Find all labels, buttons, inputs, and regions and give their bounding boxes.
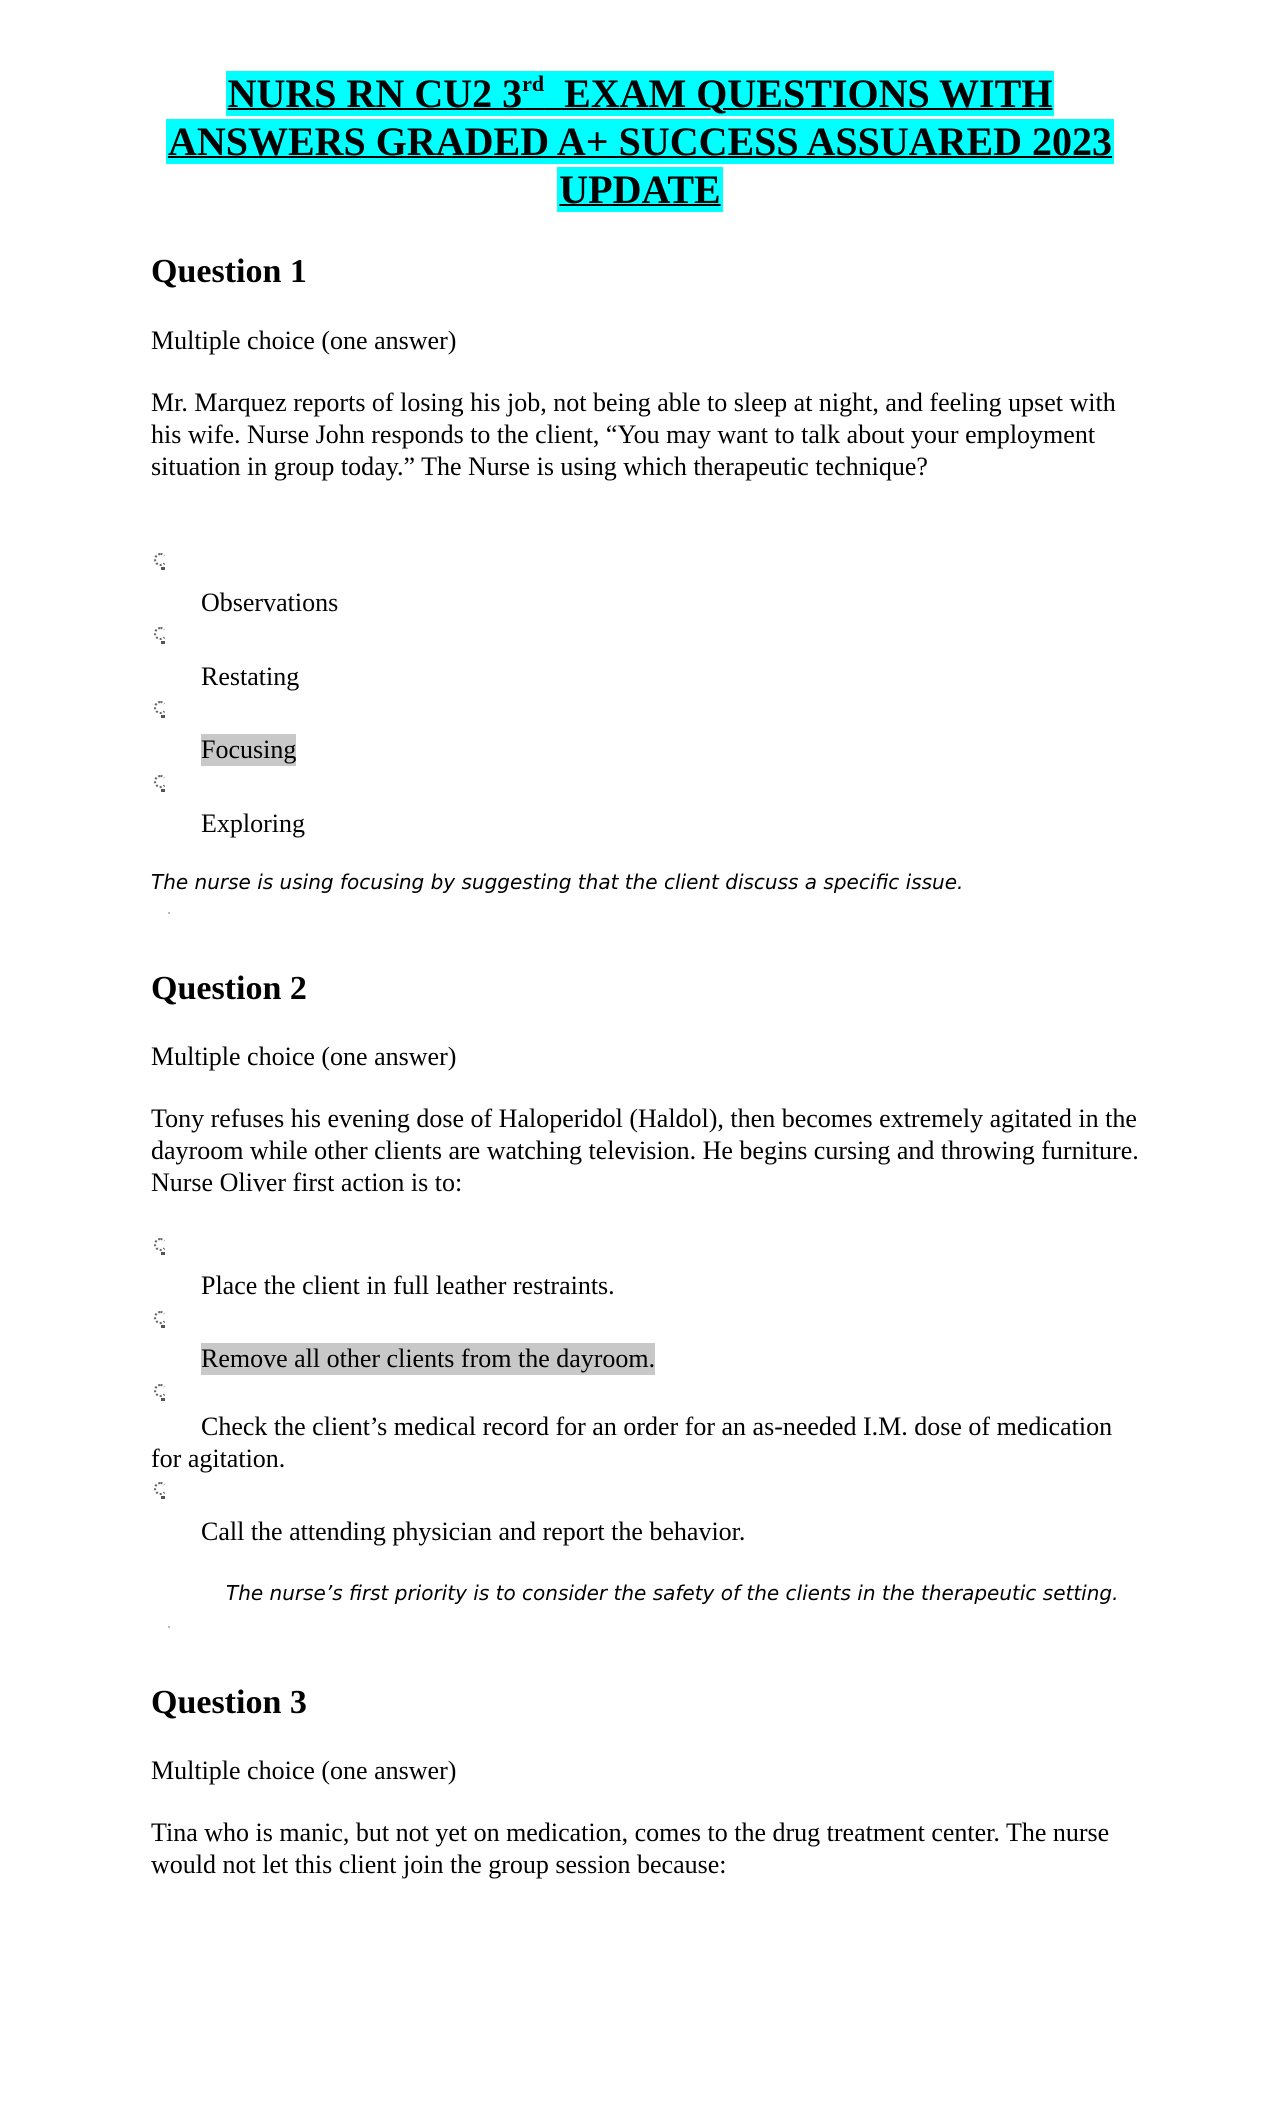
question-1-heading: Question 1: [151, 253, 307, 290]
q2-option-3-radio[interactable]: [154, 1384, 167, 1397]
q2-option-4-radio[interactable]: [154, 1482, 167, 1495]
question-2-stem: Tony refuses his evening dose of Haloperidol (Haldol), then becomes extremely agitated in the dayroom while other clients are watching television. He begins cursing and throwing furniture. Nurse Oliver first action is to:: [151, 1104, 1139, 1197]
question-1-stem: Mr. Marquez reports of losing his job, not being able to sleep at night, and feeling upset with his wife. Nurse John responds to the client, “You may want to talk about your employment situation in group today.” The Nurse is using which therapeutic technique?: [151, 388, 1116, 481]
question-3-heading: Question 3: [151, 1684, 307, 1721]
q1-option-1-label[interactable]: Observations: [201, 588, 339, 617]
question-2-type: Multiple choice (one answer): [151, 1042, 457, 1071]
q1-option-3-radio[interactable]: [154, 701, 167, 714]
question-1-type: Multiple choice (one answer): [151, 326, 457, 355]
title-line-3: UPDATE: [559, 167, 721, 212]
q2-option-2-label-selected[interactable]: Remove all other clients from the dayroom.: [201, 1344, 656, 1373]
q2-option-1-radio[interactable]: [154, 1238, 167, 1251]
q1-option-2-radio[interactable]: [154, 627, 167, 640]
question-3-type: Multiple choice (one answer): [151, 1756, 457, 1785]
q1-option-4-label[interactable]: Exploring: [201, 809, 305, 838]
q2-option-3-label[interactable]: Check the client’s medical record for an order for an as-needed I.M. dose of medication for agitation.: [151, 1412, 1113, 1473]
q1-option-1-radio[interactable]: [154, 553, 167, 566]
q2-option-1-label[interactable]: Place the client in full leather restraints.: [201, 1271, 615, 1300]
separator-dot: [168, 912, 170, 914]
title-line-1: NURS RN CU2 3rd EXAM QUESTIONS WITH: [227, 70, 1053, 116]
q1-option-2-label[interactable]: Restating: [201, 662, 300, 691]
q2-option-2-radio[interactable]: [154, 1311, 167, 1324]
separator-dot: [168, 1626, 170, 1628]
title-line-2: ANSWERS GRADED A+ SUCCESS ASSUARED 2023: [167, 119, 1113, 164]
question-3-stem: Tina who is manic, but not yet on medication, comes to the drug treatment center. The nurse would not let this client join the group session because:: [151, 1818, 1110, 1879]
question-2-explanation: The nurse’s first priority is to consider the safety of the clients in the therapeutic setting.: [226, 1581, 1119, 1605]
q1-option-3-label-selected[interactable]: Focusing: [201, 735, 297, 764]
q1-option-4-radio[interactable]: [154, 775, 167, 788]
question-2-heading: Question 2: [151, 970, 307, 1007]
question-1-explanation: The nurse is using focusing by suggesting that the client discuss a specific issue.: [151, 870, 964, 894]
document-title: [140, 70, 1140, 214]
q2-option-4-label[interactable]: Call the attending physician and report the behavior.: [201, 1517, 746, 1546]
